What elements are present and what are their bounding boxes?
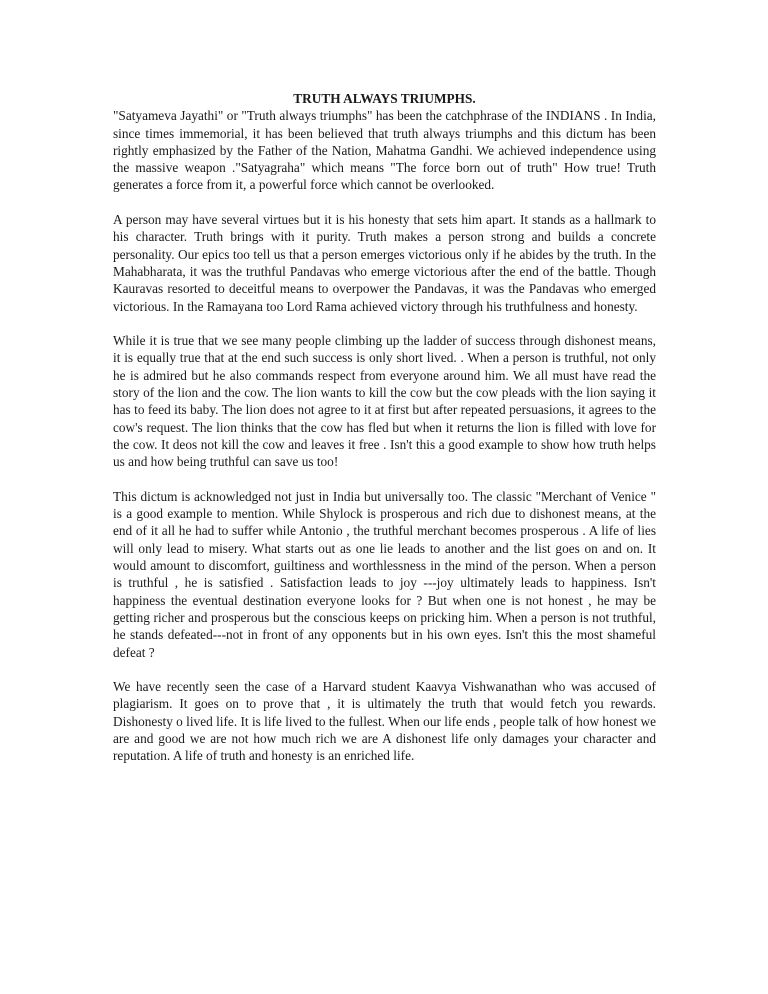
paragraph-3: While it is true that we see many people climbing up the ladder of success through dishonest means, it is equally true that at the end such success is only short lived. . When a person is truthful, not only he is admired but he also commands respect from everyone around him. We all must have read the story of the lion and the cow. The lion wants to kill the cow but the cow pleads with the lion saying it has to feed its baby. The lion does not agree to it at first but after repeated persuasions, it agrees to the cow's request. The lion thinks that the cow has fled but when it returns the lion is filled with love for the cow. It deos not kill the cow and leaves it free . Isn't this a good example to show how truth helps us and how being truthful can save us too!: [113, 333, 656, 470]
paragraph-4: This dictum is acknowledged not just in India but universally too. The classic "Merchant of Venice " is a good example to mention. While Shylock is prosperous and rich due to dishonest means, at the end of it all he had to suffer while Antonio , the truthful merchant becomes prosperous . A life of lies will only lead to misery. What starts out as one lie leads to another and the list goes on and on. It would amount to discomfort, guiltiness and worthlessness in the mind of the person. When a person is truthful , he is satisfied . Satisfaction leads to joy ---joy ultimately leads to happiness. Isn't happiness the eventual destination everyone looks for ? But when one is not honest , he may be getting richer and prosperous but the conscious keeps on pricking him. When a person is not truthful, he stands defeated---not in front of any opponents but in his own eyes. Isn't this the most shameful defeat ?: [113, 488, 656, 660]
document-title: TRUTH ALWAYS TRIUMPHS.: [293, 91, 476, 106]
paragraph-5: We have recently seen the case of a Harvard student Kaavya Vishwanathan who was accused of plagiarism. It goes on to prove that , it is ultimately the truth that would fetch you rewards. Dishonesty o lived life. It is life lived to the fullest. When our life ends , people talk of how honest we are and good we are not how much rich we are A dishonest life only damages your character and reputation. A life of truth and honesty is an enriched life.: [113, 679, 656, 764]
document-page: [113, 90, 656, 782]
paragraph-2: A person may have several virtues but it is his honesty that sets him apart. It stands as a hallmark to his character. Truth brings with it purity. Truth makes a person strong and builds a concrete personality. Our epics too tell us that a person emerges victorious only if he abides by the truth. In the Mahabharata, it was the truthful Pandavas who emerge victorious after the end of the battle. Though Kauravas resorted to deceitful means to overpower the Pandavas, it was the Pandavas who emerged victorious. In the Ramayana too Lord Rama achieved victory through his truthfulness and honesty.: [113, 212, 656, 314]
paragraph-1: "Satyameva Jayathi" or "Truth always triumphs" has been the catchphrase of the INDIANS . In India, since times immemorial, it has been believed that truth always triumphs and this dictum has been rightly emphasized by the Father of the Nation, Mahatma Gandhi. We achieved independence using the massive weapon ."Satyagraha" which means "The force born out of truth" How true! Truth generates a force from it, a powerful force which cannot be overlooked.: [113, 108, 656, 193]
